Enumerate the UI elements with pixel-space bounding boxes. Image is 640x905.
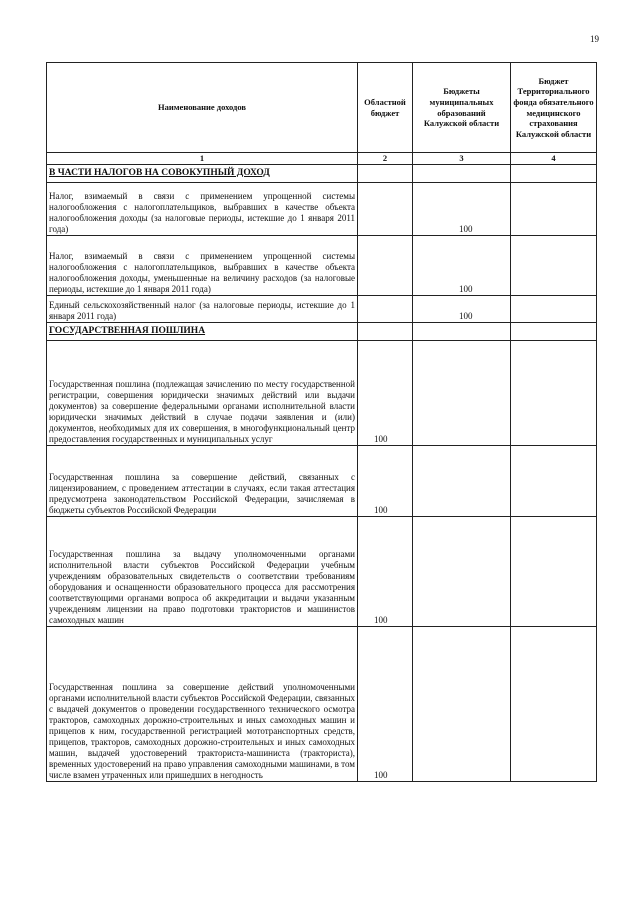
table-cell: [358, 323, 413, 341]
table-row: [47, 296, 597, 323]
tfoms-value: [511, 627, 597, 782]
section-title: В ЧАСТИ НАЛОГОВ НА СОВОКУПНЫЙ ДОХОД: [47, 165, 358, 183]
revenue-name: Налог, взимаемый в связи с применением упрощенной системы налогообложения с налогоплательщиков, выбравших в качестве объекта налогообложения доходы (за налоговые периоды, истекшие до 1 января 2011 года): [47, 183, 358, 236]
column-number: 1: [47, 153, 358, 165]
column-number: 4: [511, 153, 597, 165]
tfoms-value: [511, 236, 597, 296]
column-number: 2: [358, 153, 413, 165]
table-cell: [358, 165, 413, 183]
regional-value: [358, 183, 413, 236]
table-cell: [511, 165, 597, 183]
table-row: [47, 183, 597, 236]
municipal-value: [413, 446, 511, 517]
municipal-value: 100: [413, 183, 511, 236]
table-row: [47, 341, 597, 446]
section-title: ГОСУДАРСТВЕННАЯ ПОШЛИНА: [47, 323, 358, 341]
revenue-name: Государственная пошлина за совершение действий, связанных с лицензированием, с проведением аттестации в случаях, если такая аттестация предусмотрена законодательством Российской Федерации, зачисляемая в бюджеты субъектов Российской Федерации: [47, 446, 358, 517]
section-row: [47, 165, 597, 183]
table-row: [47, 446, 597, 517]
header-tfoms-budget: Бюджет Территориального фонда обязательного медицинского страхования Калужской области: [511, 63, 597, 153]
municipal-value: [413, 517, 511, 627]
table-row: [47, 627, 597, 782]
header-revenue-name: Наименование доходов: [47, 63, 358, 153]
revenue-name: Государственная пошлина (подлежащая зачислению по месту государственной регистрации, совершения юридически значимых действий или выдачи документов) за совершение федеральными органами исполнительной власти юридически значимых действий в случае подачи заявления и (или) документов, необходимых для их совершения, в многофункциональный центр предоставления государственных и муниципальных услуг: [47, 341, 358, 446]
column-number: 3: [413, 153, 511, 165]
tfoms-value: [511, 183, 597, 236]
table-cell: [511, 323, 597, 341]
regional-value: 100: [358, 446, 413, 517]
table-row: [47, 517, 597, 627]
regional-value: [358, 296, 413, 323]
revenue-distribution-table: [46, 62, 597, 782]
municipal-value: 100: [413, 236, 511, 296]
revenue-name: Единый сельскохозяйственный налог (за налоговые периоды, истекшие до 1 января 2011 года): [47, 296, 358, 323]
revenue-name: Налог, взимаемый в связи с применением упрощенной системы налогообложения с налогоплательщиков, выбравших в качестве объекта налогообложения доходы, уменьшенные на величину расходов (за налоговые периоды, истекшие до 1 января 2011 года): [47, 236, 358, 296]
column-numbers-row: [47, 153, 597, 165]
header-municipal-budgets: Бюджеты муниципальных образований Калужской области: [413, 63, 511, 153]
regional-value: 100: [358, 341, 413, 446]
revenue-name: Государственная пошлина за выдачу уполномоченными органами исполнительной власти субъектов Российской Федерации учебным учреждениям образовательных свидетельств о соответствии требованиям оборудования и оснащенности образовательного процесса для рассмотрения соответствующими органами вопроса об аккредитации и выдачи указанным учреждениям лицензии на право подготовки трактористов и машинистов самоходных машин: [47, 517, 358, 627]
header-regional-budget: Областной бюджет: [358, 63, 413, 153]
table-header-row: [47, 63, 597, 153]
revenue-name: Государственная пошлина за совершение действий уполномоченными органами исполнительной власти субъектов Российской Федерации, связанных с выдачей документов о проведении государственного технического осмотра тракторов, самоходных дорожно-строительных и иных самоходных машин и прицепов к ним, государственной регистрацией мототранспортных средств, прицепов, тракторов, самоходных дорожно-строительных и иных самоходных машин, выдачей удостоверений тракториста-машиниста (тракториста), временных удостоверений на право управления самоходными машинами, в том числе взамен утраченных или пришедших в негодность: [47, 627, 358, 782]
tfoms-value: [511, 446, 597, 517]
municipal-value: [413, 341, 511, 446]
tfoms-value: [511, 296, 597, 323]
page-number: 19: [590, 34, 599, 44]
section-row: [47, 323, 597, 341]
municipal-value: [413, 627, 511, 782]
regional-value: [358, 236, 413, 296]
regional-value: 100: [358, 627, 413, 782]
table-row: [47, 236, 597, 296]
regional-value: 100: [358, 517, 413, 627]
tfoms-value: [511, 341, 597, 446]
table-cell: [413, 165, 511, 183]
municipal-value: 100: [413, 296, 511, 323]
tfoms-value: [511, 517, 597, 627]
table-cell: [413, 323, 511, 341]
